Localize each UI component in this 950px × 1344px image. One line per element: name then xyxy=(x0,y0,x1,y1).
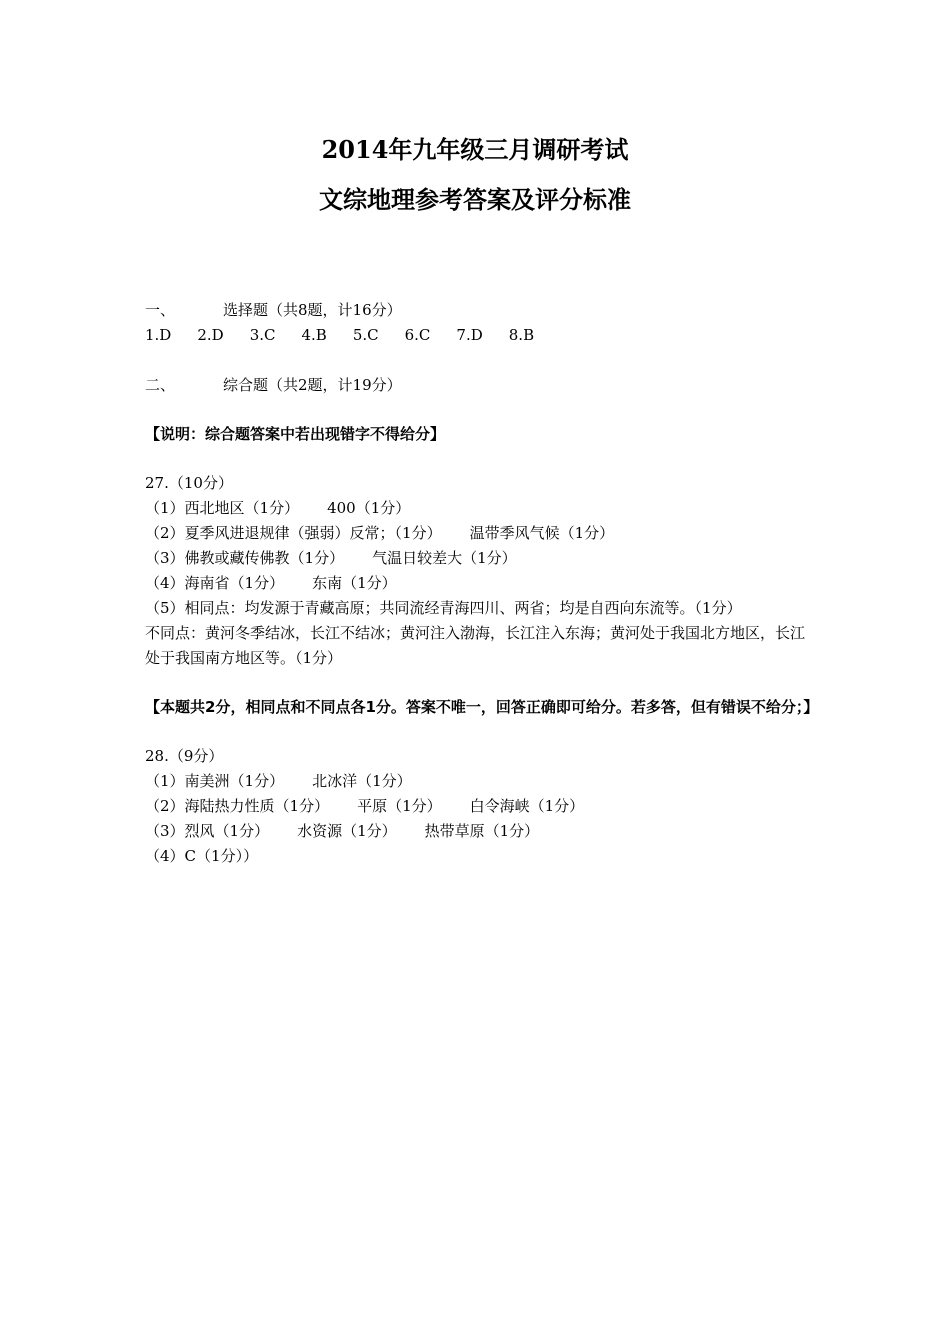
q27-line-4 xyxy=(145,571,815,596)
q28-header: 28.（9分） xyxy=(145,747,224,765)
q27-line-6: 不同点：黄河冬季结冰，长江不结冰；黄河注入渤海，长江注入东海；黄河处于我国北方地区，长江处于我国南方地区等。（1分） xyxy=(145,624,806,667)
answer-4: 4.B xyxy=(301,326,327,344)
section1-title: 选择题（共8题，计16分） xyxy=(223,301,402,319)
q27-line-2 xyxy=(145,521,815,546)
q27-3-answer-a: （3）佛教或藏传佛教（1分） xyxy=(145,549,345,567)
section2-heading xyxy=(145,373,815,398)
q28-line-4: （4）C（1分）） xyxy=(145,847,259,865)
q28-1-answer-b: 北冰洋（1分） xyxy=(312,772,412,790)
q28-2-answer-a: （2）海陆热力性质（1分） xyxy=(145,797,330,815)
q27-3-answer-b: 气温日较差大（1分） xyxy=(372,549,517,567)
spacer xyxy=(145,720,815,744)
answer-1: 1.D xyxy=(145,326,172,344)
grading-note-1: 【说明：综合题答案中若出现错字不得给分】 xyxy=(145,425,446,443)
spacer xyxy=(145,398,815,422)
q27-4-answer-a: （4）海南省（1分） xyxy=(145,574,285,592)
section1-heading xyxy=(145,298,815,323)
q28-1-answer-a: （1）南美洲（1分） xyxy=(145,772,285,790)
q28-line-3 xyxy=(145,819,815,844)
doc-title-line2: 文综地理参考答案及评分标准 xyxy=(319,185,631,214)
q27-header: 27.（10分） xyxy=(145,474,233,492)
section2-title: 综合题（共2题，计19分） xyxy=(223,376,402,394)
spacer xyxy=(145,671,815,695)
q27-line-3 xyxy=(145,546,815,571)
q27-2-answer-a: （2）夏季风进退规律（强弱）反常；（1分） xyxy=(145,524,442,542)
grading-note-2: 【本题共2分，相同点和不同点各1分。答案不唯一，回答正确即可给分。若多答，但有错误不给分；】 xyxy=(145,698,819,716)
q28-3-answer-a: （3）烈风（1分） xyxy=(145,822,270,840)
answer-content xyxy=(145,298,819,869)
q27-4-answer-b: 东南（1分） xyxy=(312,574,397,592)
q28-line-1 xyxy=(145,769,815,794)
q27-1-answer-a: （1）西北地区（1分） xyxy=(145,499,300,517)
q28-2-answer-b: 平原（1分） xyxy=(357,797,442,815)
q27-2-answer-b: 温带季风气候（1分） xyxy=(469,524,615,542)
spacer xyxy=(145,348,815,373)
q28-3-answer-c: 热带草原（1分） xyxy=(424,822,540,840)
q28-3-answer-b: 水资源（1分） xyxy=(297,822,397,840)
answer-3: 3.C xyxy=(249,326,276,344)
answer-7: 7.D xyxy=(456,326,483,344)
answer-5: 5.C xyxy=(352,326,379,344)
q28-line-2 xyxy=(145,794,815,819)
answer-6: 6.C xyxy=(404,326,431,344)
q27-line-1 xyxy=(145,496,815,521)
answer-8: 8.B xyxy=(508,326,535,344)
section2-number: 二、 xyxy=(145,376,176,394)
doc-title-line1: 2014年九年级三月调研考试 xyxy=(321,135,629,164)
section1-number: 一、 xyxy=(145,301,176,319)
q28-2-answer-c: 白令海峡（1分） xyxy=(469,797,585,815)
choice-answers xyxy=(145,323,815,348)
q27-line-5: （5）相同点：均发源于青藏高原；共同流经青海四川、两省；均是自西向东流等。（1分） xyxy=(145,599,742,617)
spacer xyxy=(145,447,815,471)
q27-1-answer-b: 400（1分） xyxy=(327,499,411,517)
answer-2: 2.D xyxy=(197,326,224,344)
